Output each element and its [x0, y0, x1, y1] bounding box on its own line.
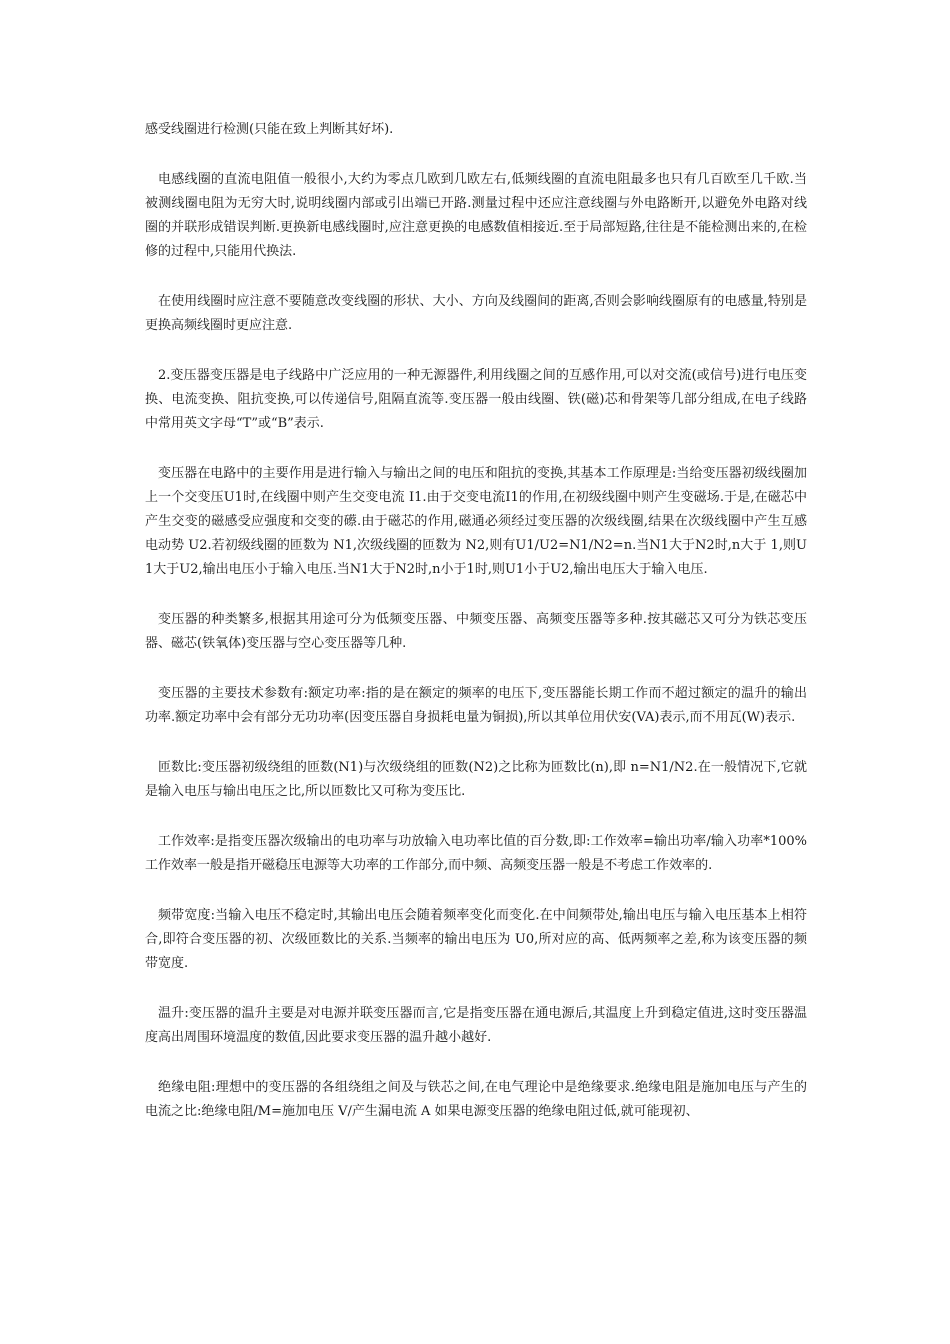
- paragraph-4: 2.变压器变压器是电子线路中广泛应用的一种无源器件,利用线圈之间的互感作用,可以对交流(或信号)进行电压变换、电流变换、阻抗变换,可以传递信号,阻隔直流等.变压器一般由线圈、铁(磁)芯和骨架等几部分组成,在电子线路中常用英文字母“T”或“B”表示.: [145, 368, 807, 431]
- paragraph-10: 频带宽度:当输入电压不稳定时,其输出电压会随着频率变化而变化.在中间频带处,输出电压与输入电压基本上相符合,即符合变压器的初、次级匝数比的关系.当频率的输出电压为 U0,所对应的高、低两频率之差,称为该变压器的频带宽度.: [145, 908, 807, 971]
- paragraph-5: 变压器在电路中的主要作用是进行输入与输出之间的电压和阻抗的变换,其基本工作原理是:当给变压器初级线圈加上一个交变压U1时,在线圈中则产生交变电流 I1.由于交变电流I1的作用,在初级线圈中则产生变磁场.于是,在磁芯中产生交变的磁感受应强度和交变的礤.由于磁芯的作用,磁通必须经过变压器的次级线圈,结果在次级线圈中产生互感电动势 U2.若初级线圈的匝数为 N1,次级线圈的匝数为 N2,则有U1/U2=N1/N2=n.当N1大于N2时,n大于 1,则U1大于U2,输出电压小于输入电压.当N1大于N2时,n小于1时,则U1小于U2,输出电压大于输入电压.: [145, 466, 807, 577]
- paragraph-11: 温升:变压器的温升主要是对电源并联变压器而言,它是指变压器在通电源后,其温度上升到稳定值进,这时变压器温度高出周围环境温度的数值,因此要求变压器的温升越小越好.: [145, 1006, 807, 1045]
- paragraph-2: 电感线圈的直流电阻值一般很小,大约为零点几欧到几欧左右,低频线圈的直流电阻最多也只有几百欧至几千欧.当被测线圈电阻为无穷大时,说明线圈内部或引出端已开路.测量过程中还应注意线圈与外电路断开,以避免外电路对线圈的并联形成错误判断.更换新电感线圈时,应注意更换的电感数值相接近.至于局部短路,往往是不能检测出来的,在检修的过程中,只能用代换法.: [145, 172, 807, 259]
- paragraph-1: 感受线圈进行检测(只能在致上判断其好坏).: [145, 122, 394, 137]
- paragraph-7: 变压器的主要技术参数有:额定功率:指的是在额定的频率的电压下,变压器能长期工作而不超过额定的温升的输出功率.额定功率中会有部分无功功率(因变压器自身损耗电量为铜损),所以其单位用伏安(VA)表示,而不用瓦(W)表示.: [145, 686, 807, 725]
- paragraph-6: 变压器的种类繁多,根据其用途可分为低频变压器、中频变压器、高频变压器等多种.按其磁芯又可分为铁芯变压器、磁芯(铁氧体)变压器与空心变压器等几种.: [145, 612, 807, 651]
- paragraph-8: 匝数比:变压器初级绕组的匝数(N1)与次级绕组的匝数(N2)之比称为匝数比(n),即 n=N1/N2.在一般情况下,它就是输入电压与输出电压之比,所以匝数比又可称为变压比.: [145, 760, 807, 799]
- paragraph-3: 在使用线圈时应注意不要随意改变线圈的形状、大小、方向及线圈间的距离,否则会影响线圈原有的电感量,特别是更换高频线圈时更应注意.: [145, 294, 807, 333]
- document-body: [145, 118, 807, 1150]
- paragraph-9: 工作效率:是指变压器次级输出的电功率与功放输入电功率比值的百分数,即:工作效率=输出功率/输入功率*100%工作效率一般是指开磁稳压电源等大功率的工作部分,而中频、高频变压器一般是不考虑工作效率的.: [145, 834, 807, 873]
- paragraph-12: 绝缘电阻:理想中的变压器的各组绕组之间及与铁芯之间,在电气理论中是绝缘要求.绝缘电阻是施加电压与产生的电流之比:绝缘电阻/M=施加电压 V/产生漏电流 A 如果电源变压器的绝缘电阻过低,就可能现初、: [145, 1080, 807, 1119]
